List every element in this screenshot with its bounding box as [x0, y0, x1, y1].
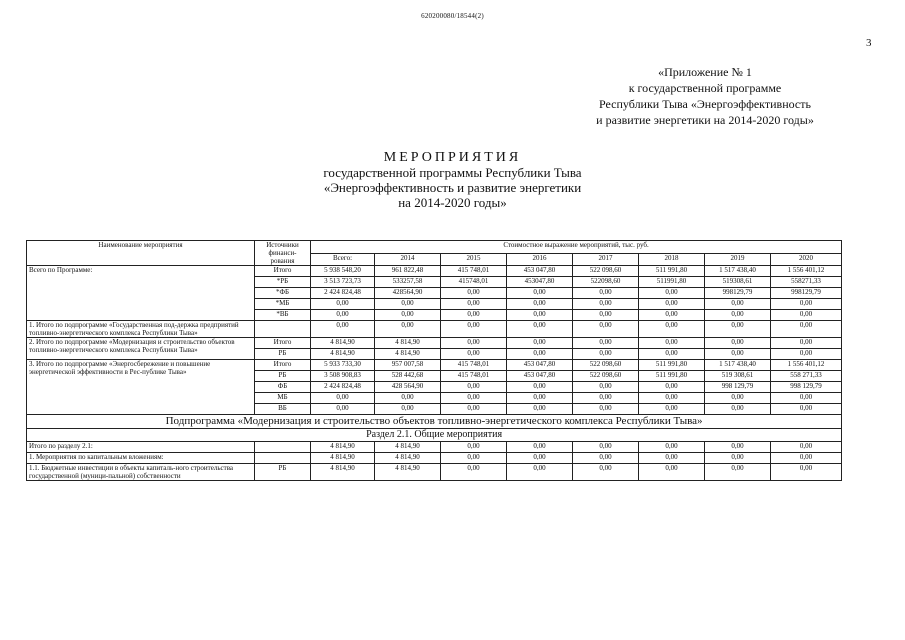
table-row	[27, 453, 842, 464]
measure-name: 2. Итого по подпрограмме «Модернизация и строительство объектов топливно-энергетического комплекса Республики Тыва»	[27, 338, 255, 360]
section-body	[27, 442, 842, 481]
cost-value: 0,00	[639, 464, 705, 481]
cost-value: 0,00	[771, 404, 842, 415]
funding-source: *ФБ	[255, 288, 311, 299]
header-year: 2015	[441, 253, 507, 266]
header-name: Наименование мероприятия	[27, 241, 255, 266]
cost-value: 0,00	[705, 442, 771, 453]
cost-value: 0,00	[639, 349, 705, 360]
cost-value: 0,00	[639, 338, 705, 349]
table-row	[27, 338, 842, 349]
cost-value: 528 442,68	[375, 371, 441, 382]
cost-value: 415748,01	[441, 277, 507, 288]
cost-value: 0,00	[311, 393, 375, 404]
cost-value: 2 424 824,48	[311, 382, 375, 393]
measure-name: 1. Итого по подпрограмме «Государственная под-держка предприятий топливно-энергетического комплекса Республики Тыва»	[27, 321, 255, 338]
funding-source: *РБ	[255, 277, 311, 288]
measures-table	[26, 240, 842, 481]
funding-source: РБ	[255, 349, 311, 360]
title-line: МЕРОПРИЯТИЯ	[383, 150, 522, 165]
appendix-line: «Приложение № 1	[658, 65, 752, 79]
cost-value: 0,00	[441, 453, 507, 464]
cost-value: 0,00	[441, 310, 507, 321]
title-line: государственной программы Республики Тыва	[323, 165, 582, 180]
cost-value: 0,00	[639, 453, 705, 464]
cost-value: 0,00	[573, 404, 639, 415]
measure-name: Всего по Программе:	[27, 266, 255, 321]
measure-name: Итого по разделу 2.1:	[27, 442, 255, 453]
cost-value: 0,00	[639, 288, 705, 299]
section-row	[27, 429, 842, 442]
cost-value: 4 814,90	[311, 442, 375, 453]
cost-value: 428 564,90	[375, 382, 441, 393]
funding-source	[255, 442, 311, 453]
cost-value: 0,00	[771, 464, 842, 481]
cost-value: 522 098,60	[573, 371, 639, 382]
measure-name: 3. Итого по подпрограмме «Энергосбережение и повышение энергетической эффективности в Рес-публике Тыва»	[27, 360, 255, 415]
cost-value: 3 513 723,73	[311, 277, 375, 288]
funding-source: МБ	[255, 393, 311, 404]
cost-value: 0,00	[771, 321, 842, 338]
cost-value: 0,00	[507, 299, 573, 310]
page-number: 3	[866, 37, 872, 49]
cost-value: 0,00	[375, 299, 441, 310]
appendix-line: и развитие энергетики на 2014-2020 годы»	[596, 113, 814, 127]
subprogram-title: Подпрограмма «Модернизация и строительство объектов топливно-энергетического комплекса Республики Тыва»	[27, 415, 842, 429]
funding-source: ВБ	[255, 404, 311, 415]
cost-value: 533257,58	[375, 277, 441, 288]
cost-value: 0,00	[705, 310, 771, 321]
cost-value: 0,00	[573, 288, 639, 299]
cost-value: 0,00	[639, 382, 705, 393]
cost-value: 0,00	[639, 321, 705, 338]
subprogram-body	[27, 415, 842, 442]
cost-value: 1 556 401,12	[771, 266, 842, 277]
cost-value: 558 271,33	[771, 371, 842, 382]
cost-value: 0,00	[441, 393, 507, 404]
cost-value: 453 047,80	[507, 371, 573, 382]
header-source: Источники финанси-рования	[255, 241, 311, 266]
cost-value: 522 098,60	[573, 266, 639, 277]
cost-value: 4 814,90	[311, 453, 375, 464]
table-row	[27, 321, 842, 338]
cost-value: 4 814,90	[375, 338, 441, 349]
cost-value: 0,00	[573, 349, 639, 360]
cost-value: 0,00	[771, 299, 842, 310]
cost-value: 511991,80	[639, 277, 705, 288]
cost-value: 519308,61	[705, 277, 771, 288]
header-year: 2016	[507, 253, 573, 266]
funding-source: Итого	[255, 266, 311, 277]
header-total: Всего:	[311, 253, 375, 266]
funding-source: Итого	[255, 338, 311, 349]
cost-value: 0,00	[705, 453, 771, 464]
table-row	[27, 442, 842, 453]
cost-value: 2 424 824,48	[311, 288, 375, 299]
cost-value: 0,00	[441, 404, 507, 415]
cost-value: 5 933 733,30	[311, 360, 375, 371]
header-cost: Стоимостное выражение мероприятий, тыс. руб.	[311, 241, 842, 254]
cost-value: 0,00	[705, 393, 771, 404]
cost-value: 0,00	[705, 321, 771, 338]
measure-name: 1. Мероприятия по капитальным вложениям:	[27, 453, 255, 464]
cost-value: 0,00	[639, 393, 705, 404]
cost-value: 998 129,79	[705, 382, 771, 393]
cost-value: 0,00	[507, 382, 573, 393]
cost-value: 0,00	[375, 404, 441, 415]
funding-source	[255, 453, 311, 464]
funding-source: *ВБ	[255, 310, 311, 321]
cost-value: 4 814,90	[311, 349, 375, 360]
cost-value: 4 814,90	[375, 442, 441, 453]
cost-value: 0,00	[311, 321, 375, 338]
cost-value: 0,00	[507, 464, 573, 481]
funding-source: ФБ	[255, 382, 311, 393]
cost-value: 0,00	[507, 310, 573, 321]
cost-value: 0,00	[507, 338, 573, 349]
cost-value: 453 047,80	[507, 266, 573, 277]
cost-value: 0,00	[573, 464, 639, 481]
cost-value: 0,00	[507, 321, 573, 338]
cost-value: 0,00	[375, 310, 441, 321]
cost-value: 0,00	[771, 310, 842, 321]
cost-value: 0,00	[639, 299, 705, 310]
cost-value: 0,00	[573, 382, 639, 393]
cost-value: 0,00	[705, 464, 771, 481]
appendix-line: Республики Тыва «Энергоэффективность	[599, 97, 811, 111]
cost-value: 0,00	[507, 349, 573, 360]
cost-value: 4 814,90	[311, 338, 375, 349]
title-line: на 2014-2020 годы»	[398, 195, 507, 210]
cost-value: 0,00	[639, 310, 705, 321]
cost-value: 998129,79	[771, 288, 842, 299]
cost-value: 0,00	[441, 464, 507, 481]
cost-value: 3 508 908,83	[311, 371, 375, 382]
appendix-block	[545, 64, 865, 128]
cost-value: 0,00	[705, 349, 771, 360]
cost-value: 0,00	[375, 321, 441, 338]
cost-value: 0,00	[573, 321, 639, 338]
cost-value: 4 814,90	[375, 464, 441, 481]
cost-value: 0,00	[573, 338, 639, 349]
table-row	[27, 464, 842, 481]
funding-source: РБ	[255, 464, 311, 481]
cost-value: 0,00	[507, 453, 573, 464]
cost-value: 998129,79	[705, 288, 771, 299]
cost-value: 415 748,01	[441, 371, 507, 382]
cost-value: 0,00	[573, 453, 639, 464]
cost-value: 0,00	[441, 321, 507, 338]
funding-source	[255, 321, 311, 338]
cost-value: 0,00	[573, 299, 639, 310]
cost-value: 453047,80	[507, 277, 573, 288]
cost-value: 4 814,90	[375, 453, 441, 464]
header-year: 2018	[639, 253, 705, 266]
cost-value: 0,00	[771, 349, 842, 360]
cost-value: 453 047,80	[507, 360, 573, 371]
cost-value: 0,00	[441, 382, 507, 393]
cost-value: 0,00	[311, 299, 375, 310]
cost-value: 0,00	[507, 288, 573, 299]
cost-value: 5 938 548,20	[311, 266, 375, 277]
cost-value: 415 748,01	[441, 360, 507, 371]
cost-value: 4 814,90	[375, 349, 441, 360]
summary-body	[27, 266, 842, 415]
cost-value: 522 098,60	[573, 360, 639, 371]
cost-value: 511 991,80	[639, 266, 705, 277]
cost-value: 0,00	[507, 404, 573, 415]
appendix-line: к государственной программе	[628, 81, 782, 95]
cost-value: 0,00	[441, 288, 507, 299]
cost-value: 1 517 438,40	[705, 266, 771, 277]
header-year: 2020	[771, 253, 842, 266]
cost-value: 0,00	[705, 404, 771, 415]
cost-value: 1 517 438,40	[705, 360, 771, 371]
cost-value: 0,00	[375, 393, 441, 404]
document-title	[0, 150, 905, 210]
cost-value: 522098,60	[573, 277, 639, 288]
document-id: 620200080/18544(2)	[421, 12, 484, 20]
table-row	[27, 266, 842, 277]
cost-value: 0,00	[771, 338, 842, 349]
table-header-row	[27, 241, 842, 254]
cost-value: 519 308,61	[705, 371, 771, 382]
cost-value: 0,00	[441, 299, 507, 310]
title-line: «Энергоэффективность и развитие энергетики	[323, 180, 582, 195]
cost-value: 998 129,79	[771, 382, 842, 393]
cost-value: 0,00	[573, 310, 639, 321]
cost-value: 428564,90	[375, 288, 441, 299]
cost-value: 4 814,90	[311, 464, 375, 481]
cost-value: 0,00	[705, 338, 771, 349]
cost-value: 0,00	[573, 393, 639, 404]
cost-value: 0,00	[311, 404, 375, 415]
cost-value: 0,00	[311, 310, 375, 321]
cost-value: 961 822,48	[375, 266, 441, 277]
cost-value: 0,00	[705, 299, 771, 310]
cost-value: 0,00	[771, 442, 842, 453]
table-row	[27, 360, 842, 371]
cost-value: 511 991,80	[639, 360, 705, 371]
funding-source: РБ	[255, 371, 311, 382]
cost-value: 1 556 401,12	[771, 360, 842, 371]
header-year: 2019	[705, 253, 771, 266]
cost-value: 0,00	[507, 442, 573, 453]
cost-value: 511 991,80	[639, 371, 705, 382]
header-year: 2014	[375, 253, 441, 266]
cost-value: 0,00	[771, 453, 842, 464]
cost-value: 415 748,01	[441, 266, 507, 277]
subprogram-row	[27, 415, 842, 429]
header-year: 2017	[573, 253, 639, 266]
funding-source: Итого	[255, 360, 311, 371]
cost-value: 0,00	[507, 393, 573, 404]
cost-value: 0,00	[639, 442, 705, 453]
cost-value: 558271,33	[771, 277, 842, 288]
cost-value: 0,00	[441, 442, 507, 453]
cost-value: 957 007,58	[375, 360, 441, 371]
cost-value: 0,00	[441, 349, 507, 360]
cost-value: 0,00	[771, 393, 842, 404]
cost-value: 0,00	[441, 338, 507, 349]
cost-value: 0,00	[639, 404, 705, 415]
cost-value: 0,00	[573, 442, 639, 453]
measure-name: 1.1. Бюджетные инвестиции в объекты капиталь-ного строительства государственной (муници-пальной) собственности	[27, 464, 255, 481]
section-title: Раздел 2.1. Общие мероприятия	[27, 429, 842, 442]
funding-source: *МБ	[255, 299, 311, 310]
